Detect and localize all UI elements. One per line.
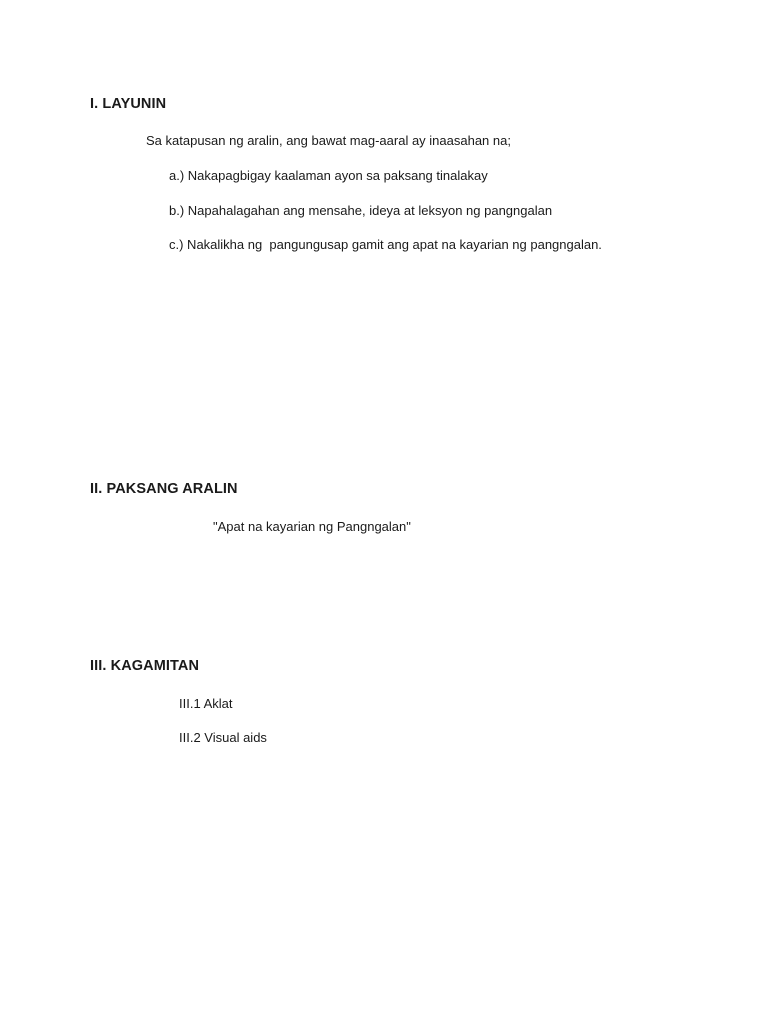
section-heading-layunin: I. LAYUNIN xyxy=(90,96,167,112)
material-item: III.1 Aklat xyxy=(179,696,233,711)
objective-item: c.) Nakalikha ng pangungusap gamit ang apat na kayarian ng pangngalan. xyxy=(169,237,602,252)
objective-item: b.) Napahalagahan ang mensahe, ideya at leksyon ng pangngalan xyxy=(169,203,553,218)
layunin-intro: Sa katapusan ng aralin, ang bawat mag-aaral ay inaasahan na; xyxy=(146,133,511,148)
lesson-topic: "Apat na kayarian ng Pangngalan" xyxy=(213,519,411,534)
section-heading-kagamitan: III. KAGAMITAN xyxy=(90,658,200,674)
section-heading-paksang-aralin: II. PAKSANG ARALIN xyxy=(90,481,238,497)
objective-item: a.) Nakapagbigay kaalaman ayon sa paksang tinalakay xyxy=(169,168,488,183)
material-item: III.2 Visual aids xyxy=(179,730,267,745)
